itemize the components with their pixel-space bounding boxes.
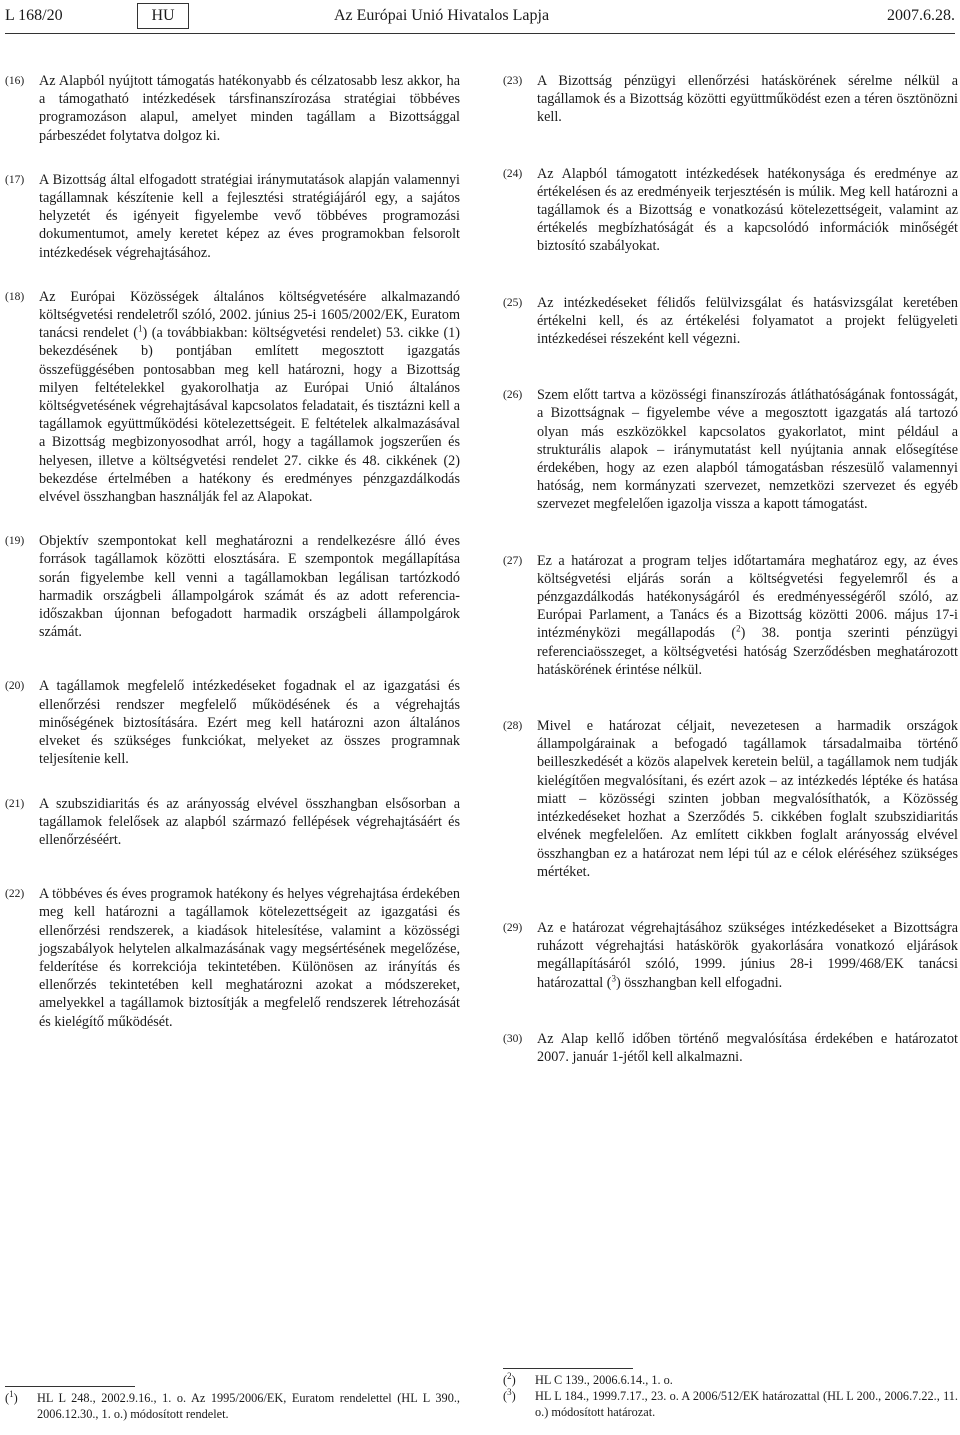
- recital-number: (27): [503, 554, 523, 567]
- footnotes-right: [503, 1368, 958, 1420]
- recital-number: (26): [503, 389, 523, 402]
- footnote-3: [503, 1388, 958, 1420]
- footnote-2: [503, 1372, 958, 1388]
- recital-29: [503, 919, 958, 992]
- left-column: [5, 72, 460, 1052]
- page-header: [0, 0, 960, 34]
- recital-text: Ez a határozat a program teljes időtartamára meghatároz egy, az éves költségvetési eljárás során a költségvetési fegyelemről és a pénzgazdálkodás hatékonyságáról és eredményességéről szóló, az Európai Parlament, a Tanács és a Bizottság közötti 2006. május 17-i intézményközi megállapodás (: [537, 552, 958, 642]
- footnote-text: HL L 184., 1999.7.17., 23. o. A 2006/512/EK határozattal (HL L 200., 2006.7.22., 11. o.) módosított határozat.: [535, 1389, 958, 1419]
- recital-number: (29): [503, 921, 523, 934]
- recital-text: A Bizottság által elfogadott stratégiai iránymutatások alapján valamennyi tagállamnak készítenie kell a fejlesztési stratégiájáról egy, a sajátos helyzetét és igényeit figyelembe vevő többéves programozási dokumentumot, amely keretet képez az éves programokban felsorolt intézkedések végrehajtásához.: [39, 171, 460, 261]
- recital-text-cont: ) 38. pontja szerinti pénzügyi referenciaösszeget, a költségvetési hatóság Szerződésben meghatározott hatáskörének érintése nélkül.: [537, 625, 959, 678]
- footnote-number: ($^1$): [5, 1388, 18, 1405]
- footnote-rule: [5, 1386, 135, 1387]
- recital-18: [5, 288, 460, 506]
- recital-text: Az Alapból támogatott intézkedések hatékonysága és eredménye az értékelésen és az eredményeik terjesztésén is múlik. Meg kell határozni a tagállamok és a Bizottság e vonatkozású kötelezettségeit, valamint az értékelés megbízhatóságát és a kapcsolódó információk minőségét biztosító szabályokat.: [537, 165, 958, 255]
- recital-text-cont: ) (a továbbiakban: költségvetési rendelet) 53. cikke (1) bekezdésének b) pontjában említett megosztott igazgatás összefüggésében pontosabban meg kell határozni, hogy a Bizottság milyen feltételekkel gyakorolhatja az Európai Unió általános költségvetésének végrehajtásával kapcsolatos feladatait, és tisztázni kell a tagállamok együttműködési kötelezettségeit. E feltételek alkalmazásával a Bizottság megbizonyosodhat arról, hogy a tagállamok jogszerűen és helyesen, illetve a költségvetési rendelet 27. cikke és 48. cikkének (2) bekezdése értelmében a hatékony és eredményes pénzgazdálkodás elvével összhangban használják fel az Alapokat.: [39, 325, 460, 506]
- recital-text: Objektív szempontokat kell meghatározni a rendelkezésre álló éves források tagállamok közötti elosztására. E szempontok megállapítása során figyelembe kell venni a tagállamokban legálisan tartózkodó harmadik országbeli állampolgárok számát és az adott referencia-időszakban újonnan befogadott harmadik országbeli állampolgárok számát.: [39, 533, 460, 641]
- recital-20: [5, 677, 460, 768]
- header-rule: [5, 33, 955, 34]
- recital-text: Az e határozat végrehajtásához szükséges intézkedéseket a Bizottságra ruházott végrehajtási hatáskörök gyakorlására vonatkozó eljárások megállapításáról szóló, 1999. június 28-i 1999/468/EK tanácsi határozattal (: [537, 919, 958, 991]
- recital-number: (18): [5, 290, 25, 303]
- recital-28: [503, 717, 958, 881]
- recital-30: [503, 1030, 958, 1066]
- recital-number: (19): [5, 535, 25, 548]
- footnote-ref: 3: [611, 972, 616, 983]
- footnote-text: HL L 248., 2002.9.16., 1. o. Az 1995/2006/EK, Euratom rendelettel (HL L 390., 2006.12.30., 1. o.) módosított rendelet.: [37, 1391, 460, 1421]
- page-number: L 168/20: [5, 7, 63, 24]
- recital-22: [5, 885, 460, 1031]
- recital-number: (20): [5, 680, 25, 693]
- footnote-ref: 2: [736, 623, 741, 634]
- recital-25: [503, 294, 958, 349]
- language-badge: HU: [137, 3, 189, 29]
- recital-number: (16): [5, 75, 25, 87]
- recital-21: [5, 795, 460, 850]
- recital-text: A Bizottság pénzügyi ellenőrzési hatáskörének sérelme nélkül a tagállamok és a Bizottság közötti együttműködést ezen a téren ösztönözni kell.: [537, 73, 958, 126]
- footnote-text: HL C 139., 2006.6.14., 1. o.: [535, 1373, 673, 1387]
- footnote-number: ($^2$): [503, 1370, 516, 1387]
- recital-text-cont: ) összhangban kell elfogadni.: [615, 974, 783, 991]
- footnote-ref: 1: [137, 323, 143, 334]
- recital-text: Az intézkedéseket félidős felülvizsgálat és hatásvizsgálat keretében értékelni kell, és az értékelési folyamatot a projekt felügyeleti intézkedései részeként kell végezni.: [537, 294, 958, 348]
- recital-number: (25): [503, 296, 523, 309]
- publication-date: 2007.6.28.: [887, 7, 955, 24]
- recital-text: A szubszidiaritás és az arányosság elvével összhangban elsősorban a tagállamok felelősek az alapból származó fellépések végrehajtásáért és ellenőrzéséért.: [39, 795, 460, 848]
- recital-17: [5, 171, 460, 262]
- footnote-1: [5, 1390, 460, 1422]
- recital-text: Szem előtt tartva a közösségi finanszírozás átláthatóságának fontosságát, a Bizottságnak – figyelembe véve a megosztott igazgatás alá tartozó olyan más eszközökkel kapcsolatos gyakorlatot, mint például a strukturális alapok – iránymutatást kell nyújtania annak elősegítése érdekében, hogy az ezen alapból támogatásban részesülő valamennyi hatóság, nem kormányzati szervezet, nemzetközi szervezet és egyéb szervezet megfelelően igazolja vissza a kapott támogatást.: [537, 387, 958, 513]
- recital-text: Az Alap kellő időben történő megvalósítása érdekében e határozatot 2007. január 1-jétől kell alkalmazni.: [537, 1030, 958, 1065]
- recital-27: [503, 552, 958, 679]
- recital-number: (21): [5, 797, 25, 810]
- recital-number: (17): [5, 173, 25, 186]
- recital-text: Mivel e határozat céljait, nevezetesen a harmadik országok állampolgárainak a befogadó tagállamok társadalmaiba történő beilleszkedését a közös alapelvek keretein belül, a tagállamok nem tudják kielégítően megvalósítani, és ezért azok – az intézkedés léptéke és hatása miatt – közösségi szinten jobban megvalósíthatók, a Közösség intézkedéseket hozhat a Szerződés 5. cikkében foglalt szubszidiaritás elvének megfelelően. Az említett cikkben foglalt arányosság elvével összhangban ez a határozat nem lépi túl az e célok eléréséhez szükséges mértéket.: [537, 718, 958, 880]
- recital-text: Az Európai Közösségek általános költségvetésére alkalmazandó költségvetési rendeletről szóló, 2002. június 25-i 1605/2002/EK, Euratom tanácsi rendelet (: [39, 288, 460, 342]
- recital-text: A tagállamok megfelelő intézkedéseket fogadnak el az igazgatási és ellenőrzési rendszer megfelelő működésének és a végrehajtás minőségének biztosítására. Ezért meg kell határozni azon általános elveket és szükséges funkciókat, melyeket az összes programnak teljesítenie kell.: [39, 678, 460, 768]
- recital-number: (30): [503, 1032, 523, 1045]
- recital-number: (22): [5, 888, 25, 901]
- journal-title: Az Európai Unió Hivatalos Lapja: [334, 7, 550, 24]
- recital-19: [5, 532, 460, 641]
- recital-text: Az Alapból nyújtott támogatás hatékonyabb és célzatosabb lesz akkor, ha a támogatható intézkedések társfinanszírozása stratégiai többéves programozáson alapul, amelyet minden tagállam a Bizottsággal párbeszédet folytatva dolgoz ki.: [39, 73, 460, 144]
- recital-text: A többéves és éves programok hatékony és helyes végrehajtása érdekében meg kell határozni a tagállamok kötelezettségeit az igazgatási és ellenőrzési rendszerek, a kiadások hitelesítése, valamint a közösségi jogszabályok helytelen alkalmazásának vagy megsértésének megelőzése, felderítése és korrekciója tekintetében. Különösen az irányítás és ellenőrzés tekintetében kell meghatározni azokat a módszereket, amelyekkel a tagállamok biztosítják a megfelelő rendszerek létrehozását és kielégítő működését.: [39, 886, 460, 1030]
- recital-number: (24): [503, 167, 523, 180]
- recital-23: [503, 72, 958, 127]
- recital-number: (23): [503, 75, 523, 87]
- recital-26: [503, 386, 958, 513]
- recital-24: [503, 165, 958, 256]
- right-column: [503, 72, 958, 1087]
- recital-16: [5, 72, 460, 145]
- footnotes-left: [5, 1386, 460, 1422]
- footnote-rule: [503, 1368, 633, 1369]
- recital-number: (28): [503, 720, 523, 733]
- footnote-number: ($^3$): [503, 1386, 516, 1403]
